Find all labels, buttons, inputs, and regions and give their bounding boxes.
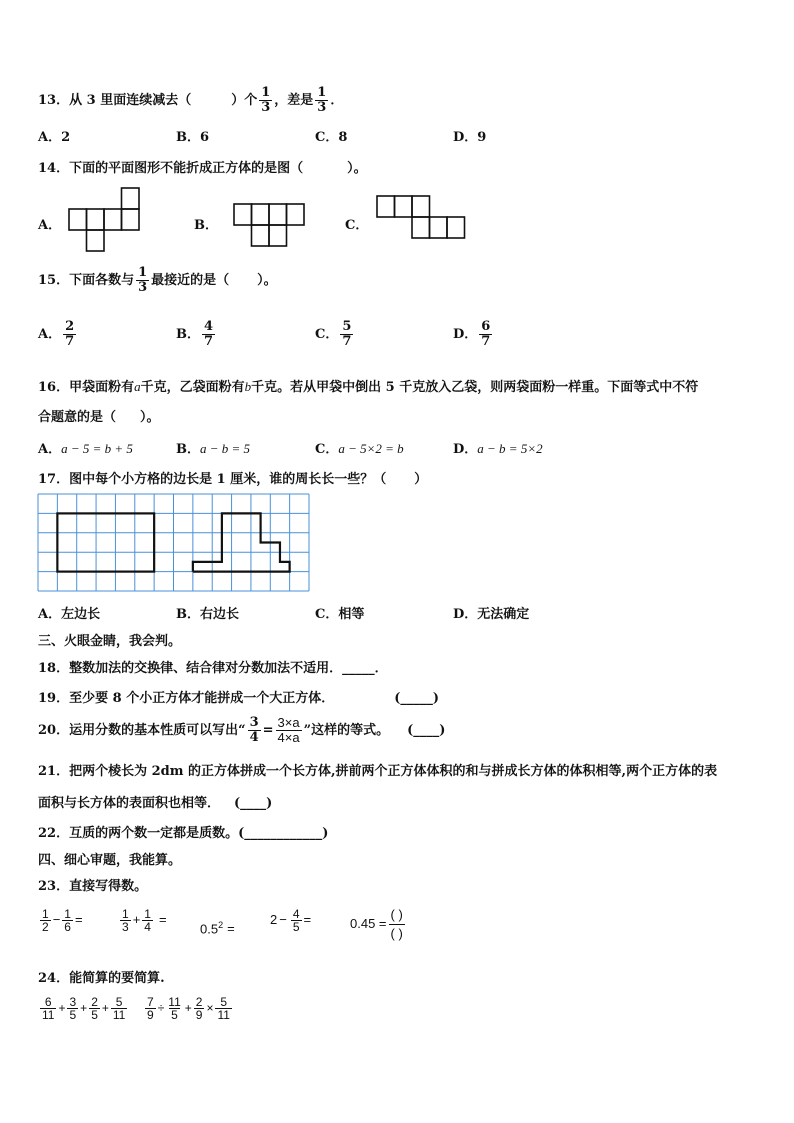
q13-end: ．: [330, 93, 344, 108]
q13-option-b[interactable]: B．6: [176, 130, 210, 145]
q16-option-d[interactable]: D．a − b = 5×2: [453, 441, 543, 457]
q14-option-a[interactable]: A．: [38, 218, 62, 233]
question-21-line1: 21．把两个棱长为 2dm 的正方体拼成一个长方体,拼前两个正方体体积的和与拼成长方体的体积相等,两个正方体的表: [38, 764, 718, 779]
q23-expr-2[interactable]: $\frac{1}{3}$ + $\frac{1}{4}$ =: [122, 907, 167, 934]
q23-expr-3[interactable]: $0.5^2$ =: [200, 920, 235, 937]
q13-fraction-1: $\frac{1}{3}$: [261, 85, 271, 115]
q14-end: ）。: [347, 161, 367, 176]
q14-option-b[interactable]: B．: [194, 218, 218, 233]
q15-end: 最接近的是（: [151, 273, 230, 288]
q13-option-d[interactable]: D．9: [453, 130, 487, 145]
q14-net-b: [234, 204, 306, 248]
question-13: [38, 86, 343, 115]
q17-right-shape: [193, 513, 290, 571]
question-24: 24．能简算的要简算.: [38, 971, 165, 986]
q20-equals: =: [262, 723, 274, 738]
q13-option-c[interactable]: C．8: [315, 130, 348, 145]
q15-option-b[interactable]: B． $\frac{4}{7}$: [176, 319, 214, 349]
q13-fraction-2: $\frac{1}{3}$: [317, 85, 327, 115]
q17-end: ）: [414, 472, 428, 487]
q20-fraction-left: $\frac{3}{4}$: [249, 715, 259, 745]
q24-expr-2[interactable]: $\frac{7}{9}$ ÷ $\frac{11}{5}$ + $\frac{2}{9}$ × $\frac{5}{11}$: [147, 995, 230, 1022]
q14-text: 14．下面的平面图形不能折成正方体的是图（: [38, 161, 304, 176]
q17-grid-figure: [38, 494, 310, 594]
q15-text: 15．下面各数与: [38, 273, 135, 288]
question-23: 23．直接写得数。: [38, 879, 148, 894]
q15-option-d[interactable]: D． $\frac{6}{7}$: [453, 319, 491, 349]
question-18: 18．整数加法的交换律、结合律对分数加法不适用．_____．: [38, 661, 388, 676]
q17-option-a[interactable]: A．左边长: [38, 607, 101, 622]
q13-text: 13．从 3 里面连续减去（: [38, 93, 192, 108]
question-15: [38, 266, 277, 295]
q16-var-b: b: [244, 379, 252, 394]
q21-text: 面积与长方体的表面积也相等．: [38, 796, 221, 811]
q24-expr-1[interactable]: $\frac{6}{11}$ + $\frac{3}{5}$ + $\frac{2}{5}$ + $\frac{5}{11}$: [42, 995, 126, 1022]
q17-option-d[interactable]: D．无法确定: [453, 607, 530, 622]
q16-line2: 合题意的是（: [38, 410, 117, 425]
q21-answer-blank[interactable]: (____): [234, 796, 273, 811]
q20-fraction-right: $\frac{3\times a}{4\times a}$: [277, 715, 300, 745]
question-19: [38, 687, 439, 706]
question-16-line2: [38, 406, 160, 425]
q17-option-b[interactable]: B．右边长: [176, 607, 239, 622]
q16-mid: 千克，乙袋面粉有: [140, 380, 245, 395]
q15-option-a[interactable]: A． $\frac{2}{7}$: [38, 319, 75, 349]
question-17: [38, 468, 427, 487]
question-22: 22．互质的两个数一定都是质数。(____________): [38, 826, 329, 841]
q15-fraction: $\frac{1}{3}$: [138, 265, 148, 295]
q16-end: ）。: [140, 410, 160, 425]
section-4-heading: 四、细心审题，我能算。: [38, 853, 182, 868]
q17-left-shape: [57, 513, 154, 571]
q16-mid2: 千克。若从甲袋中倒出 5 千克放入乙袋，则两袋面粉一样重。下面等式中不符: [251, 380, 699, 395]
q19-text: 19．至少要 8 个小正方体才能拼成一个大正方体．: [38, 691, 335, 706]
section-3-heading: 三、火眼金睛，我会判。: [38, 634, 182, 649]
q20-answer-blank[interactable]: (____): [407, 723, 446, 738]
q14-option-c[interactable]: C．: [345, 218, 369, 233]
q17-text: 17．图中每个小方格的边长是 1 厘米，谁的周长长一些？（: [38, 472, 387, 487]
q19-answer-blank[interactable]: (_____): [394, 691, 440, 706]
q16-text: 16．甲袋面粉有: [38, 380, 135, 395]
question-16: [38, 376, 698, 395]
q20-text: 20．运用分数的基本性质可以写出“: [38, 723, 246, 738]
q14-net-c: [377, 196, 467, 240]
q13-option-a[interactable]: A．2: [38, 130, 71, 145]
q16-option-b[interactable]: B．a − b = 5: [176, 441, 251, 457]
q15-end2: ）。: [257, 273, 277, 288]
question-20: [38, 716, 445, 745]
q13-mid: ）个: [231, 93, 258, 108]
q16-var-a: a: [134, 379, 141, 394]
q23-expr-4[interactable]: 2 − $\frac{4}{5}$ =: [270, 907, 312, 934]
question-14: [38, 157, 367, 176]
q20-end: ”这样的等式。: [303, 723, 390, 738]
q14-net-a: [69, 188, 141, 254]
q23-expr-5[interactable]: 0.45 = $\frac{( )}{( )}$: [350, 907, 403, 941]
q23-expr-1[interactable]: $\frac{1}{2}$ − $\frac{1}{6}$ =: [42, 907, 83, 934]
q15-option-c[interactable]: C． $\frac{5}{7}$: [315, 319, 352, 349]
q16-option-a[interactable]: A．a − 5 = b + 5: [38, 441, 133, 457]
q13-mid2: ，差是: [274, 93, 314, 108]
question-21-line2: [38, 792, 272, 811]
q17-option-c[interactable]: C．相等: [315, 607, 365, 622]
q16-option-c[interactable]: C．a − 5×2 = b: [315, 441, 404, 457]
